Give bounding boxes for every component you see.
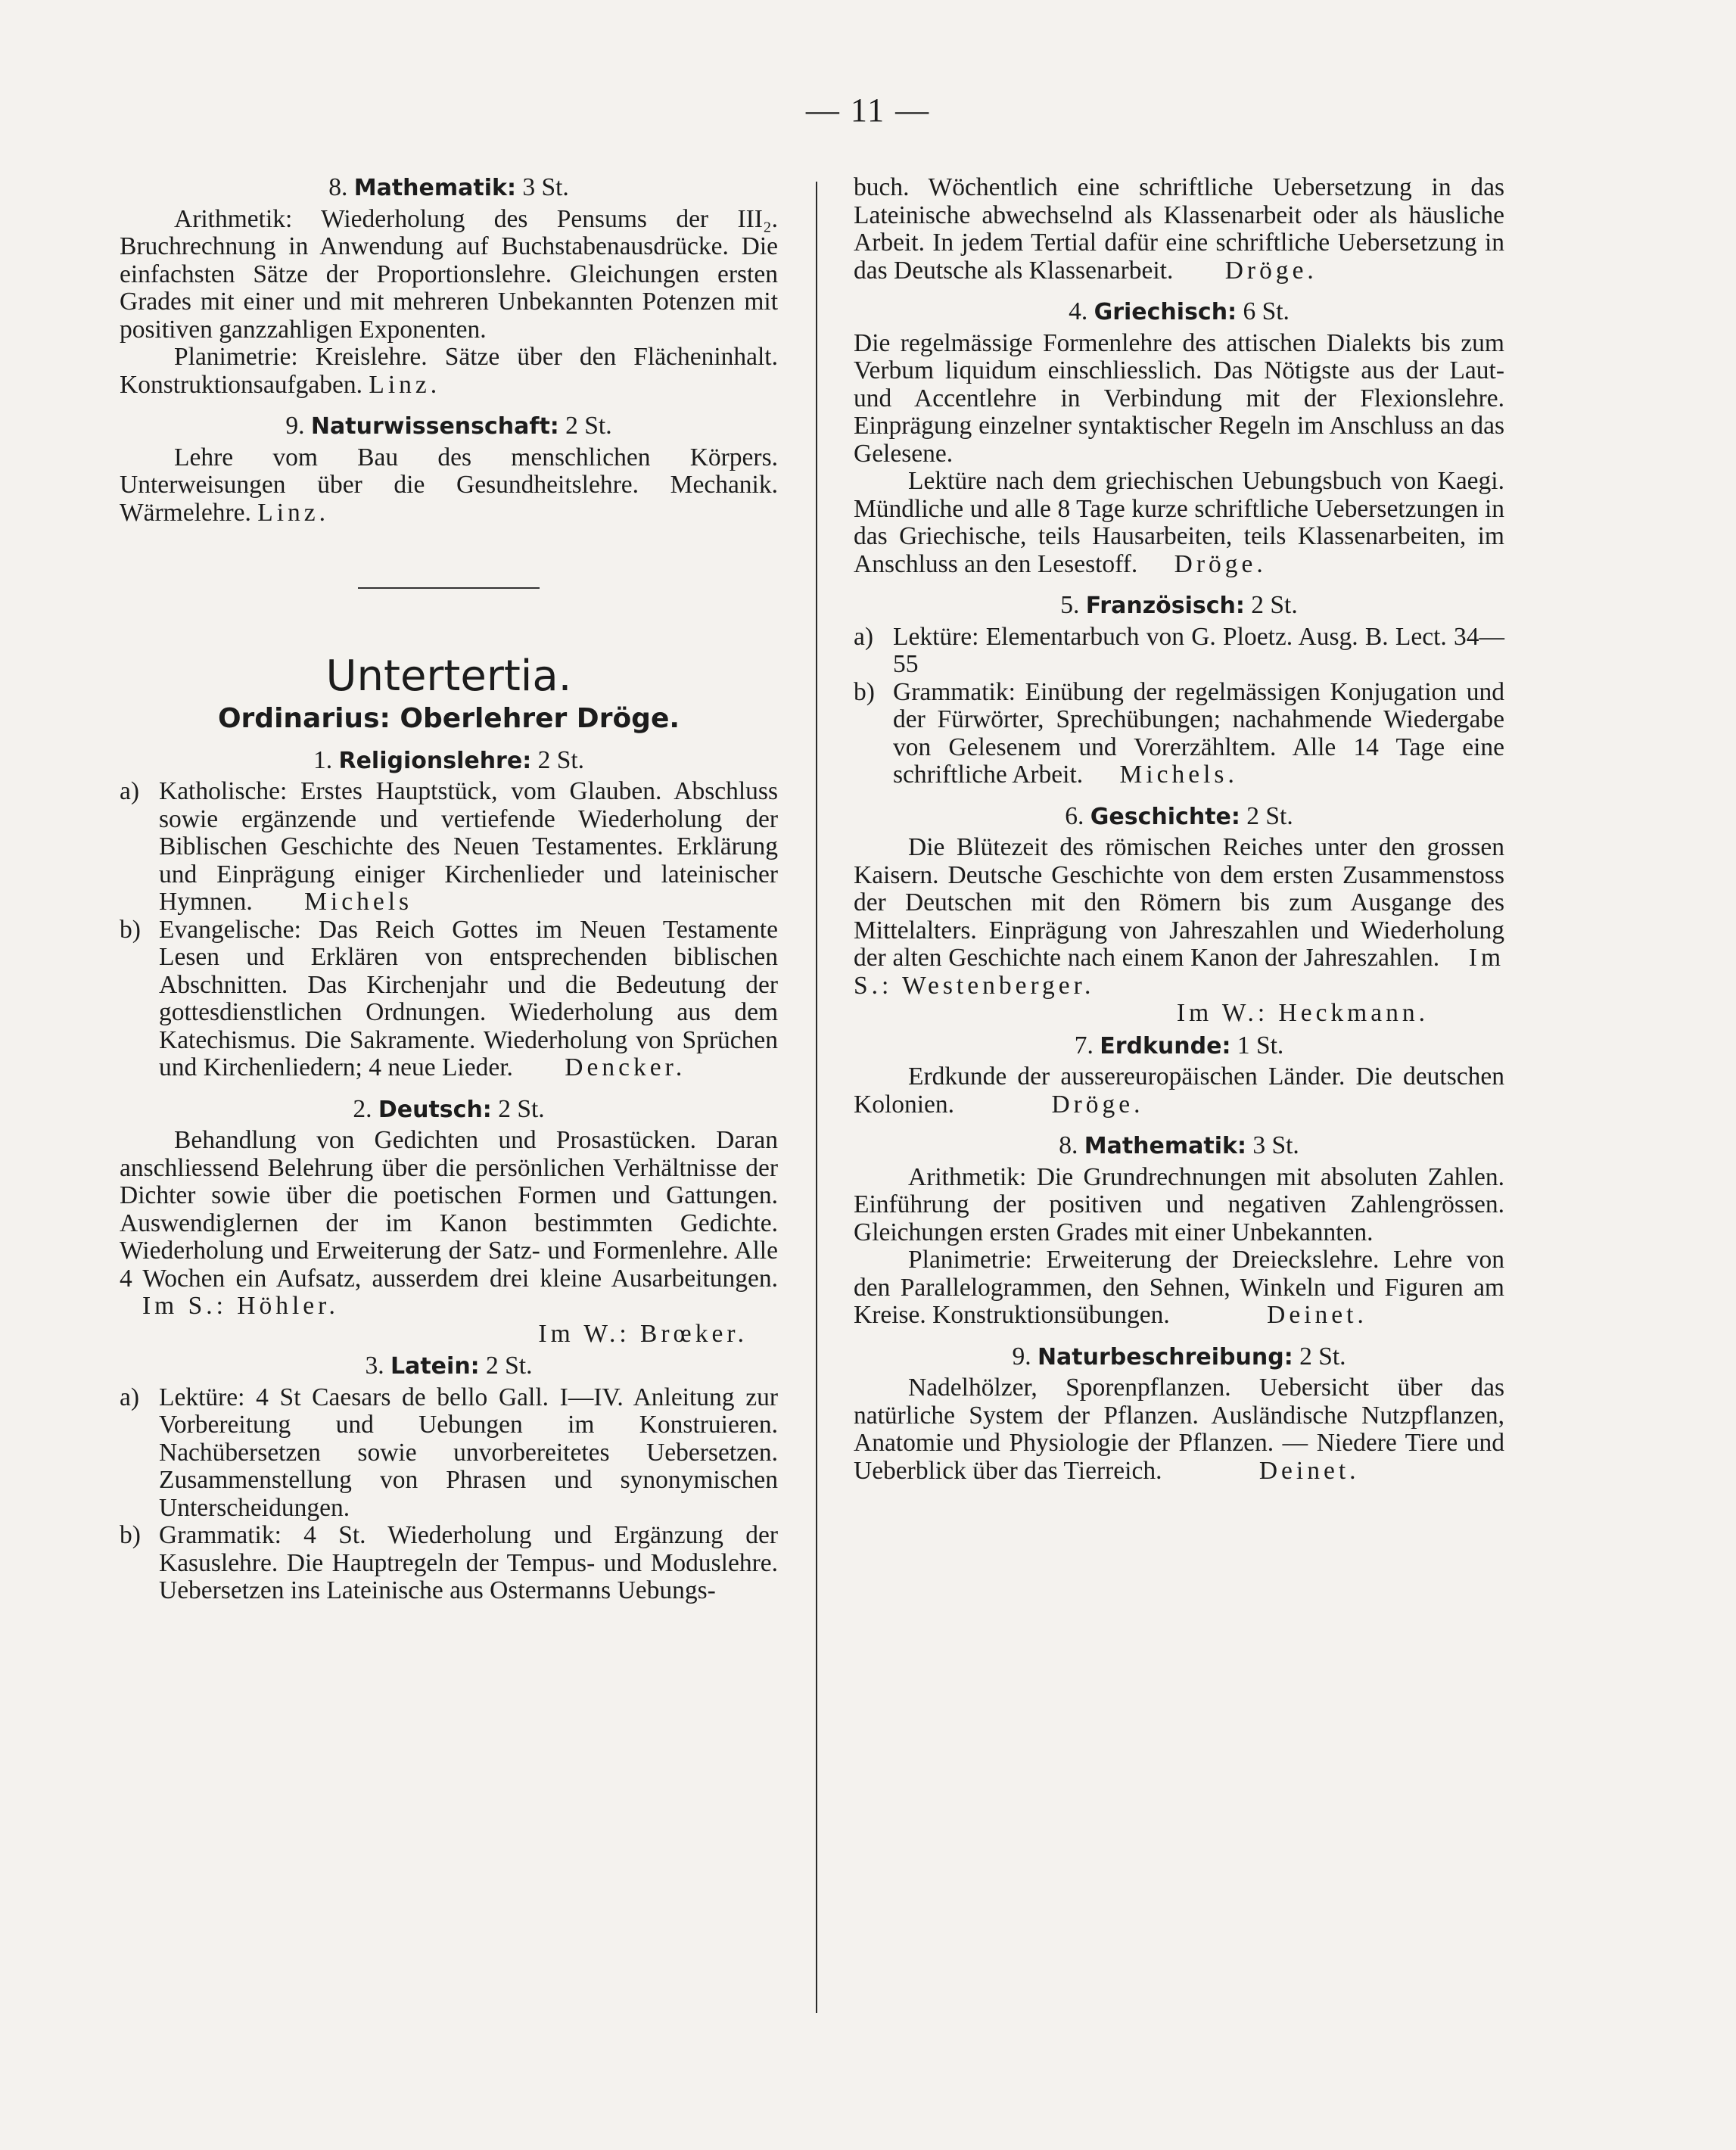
paragraph-naturbeschreibung [854,1374,1504,1485]
section-number: 8. [328,173,348,201]
section-hours: 6 St. [1243,297,1290,325]
section-title: Naturbeschreibung: [1037,1343,1293,1371]
paragraph-geschichte [854,834,1504,1000]
section-heading-erdkunde [854,1032,1504,1061]
section-number: 5. [1060,591,1080,619]
paragraph-text: Behandlung von Gedichten und Prosastücken. Daran anschliessend Belehrung über die persönlichen Verhältnisse der Dichter sowie über die poetischen Formen und Gattungen. Auswendiglernen der im Kanon bestimmten Gedichte. Wiederholung und Erweiterung der Satz- und Formenlehre. Alle 4 Wochen ein Aufsatz, ausserdem drei kleine Ausarbeitungen. [120,1126,778,1293]
paragraph-griechisch-formenlehre: Die regelmässige Formenlehre des attischen Dialekts bis zum Verbum liquidum einschliesslich. Das Nötigste aus der Laut- und Accentlehre in Verbindung mit der Flexionslehre. Einprägung einzelner syntaktischer Regeln im Anschluss an das Gelesene. [854,328,1504,468]
section-number: 9. [285,412,305,440]
paragraph-planimetrie [120,344,778,399]
section-title: Naturwissenschaft: [310,413,559,440]
list-item-evangelisch [120,916,778,1082]
section-hours: 2 St. [1246,801,1293,830]
section-hours: 2 St. [1251,591,1298,619]
section-number: 6. [1065,801,1084,830]
section-heading-naturbeschreibung [854,1343,1504,1372]
right-column [854,174,1504,1485]
section-hours: 3 St. [522,173,569,201]
teacher-name: Deinet. [1267,1301,1367,1329]
list-item-katholisch [120,778,778,916]
teacher-name: Linz. [369,370,441,399]
teacher-name: Deinet. [1258,1456,1360,1485]
paragraph-erdkunde [854,1063,1504,1119]
column-divider [816,182,817,2013]
teacher-name: Im S.: Höhler. [142,1292,339,1320]
list-marker: a) [120,1383,140,1411]
section-heading-latein [120,1352,778,1381]
section-heading-naturwissenschaft [120,412,778,441]
section-heading-mathematik [120,174,778,203]
paragraph-text: Katholische: Erstes Hauptstück, vom Glauben. Abschluss sowie ergänzende und vertiefende Wiederholung der Biblischen Geschichte des Neuen Testamentes. Erklärung und Einprägung einiger Kirchenlieder und lateinischer Hymnen. [159,777,778,916]
left-column [120,174,778,1605]
section-number: 8. [1059,1131,1078,1159]
list-item-lektuere [120,1384,778,1523]
section-title: Erdkunde: [1100,1032,1231,1059]
paragraph-text: Lektüre nach dem griechischen Uebungsbuch von Kaegi. Mündliche und alle 8 Tage kurze schriftliche Uebersetzungen in das Griechische, teils Hausarbeiten, teils Klassenarbeiten, im Anschluss an den Lesestoff. [854,467,1504,578]
ordinarius-heading: Ordinarius: Oberlehrer Dröge. [217,703,680,734]
section-number: 9. [1012,1342,1031,1371]
paragraph-text: Die Blütezeit des römischen Reiches unter den grossen Kaisern. Deutsche Geschichte von dem ersten Zusammenstoss der Deutschen mit den Römern bis zum Ausgange des Mittelalters. Einprägung von Jahreszahlen und Wiederholung der alten Geschichte nach einem Kanon der Jahreszahlen. [854,833,1504,972]
teacher-name: Dröge. [1224,256,1318,285]
section-heading-geschichte [854,803,1504,832]
paragraph-arithmetik: Arithmetik: Wiederholung des Pensums der III₂. Bruchrechnung in Anwendung auf Buchstabenausdrücke. Die einfachsten Sätze der Proportionslehre. Gleichungen ersten Grades mit einer und mit mehreren Unbekannten Potenzen mit positiven ganzzahligen Exponenten. [120,204,778,344]
paragraph-planimetrie [854,1246,1504,1330]
section-heading-mathematik [854,1132,1504,1161]
section-title: Griechisch: [1094,299,1237,325]
section-hours: 3 St. [1252,1131,1299,1159]
paragraph-latein-continued [854,174,1504,285]
list-item-lektuere [854,624,1504,679]
section-title: Latein: [390,1353,480,1380]
paragraph-text: Erdkunde der aussereuropäischen Länder. Die deutschen Kolonien. [854,1063,1504,1119]
teacher-name: Michels [304,888,413,916]
paragraph-text: Nadelhölzer, Sporenpflanzen. Uebersicht über das natürliche System der Pflanzen. Ausländische Nutzpflanzen, Anatomie und Physiologie der Pflanzen. — Niedere Tiere und Ueberblick über das Tierreich. [854,1374,1504,1485]
section-heading-religionslehre [120,747,778,776]
list-marker: b) [120,915,141,944]
teacher-name: Im W.: Heckmann. [1176,999,1429,1027]
paragraph-deutsch [120,1127,778,1321]
section-heading-griechisch [854,298,1504,327]
section-hours: 1 St. [1237,1031,1284,1059]
section-number: 4. [1069,297,1088,325]
section-title: Geschichte: [1090,803,1240,830]
list-marker: b) [854,677,875,706]
section-divider-rule [358,587,540,589]
teacher-name: Im W.: Brœker. [538,1319,748,1348]
section-hours: 2 St. [486,1352,533,1380]
paragraph-text: Evangelische: Das Reich Gottes im Neuen Testamente Lesen und Erklären von entsprechenden biblischen Abschnitten. Das Kirchenjahr und die Bedeutung der gottesdienstlichen Ordnungen. Wiederholung aus dem Katechismus. Die Sakramente. Wiederholung von Sprüchen und Kirchenliedern; 4 neue Lieder. [159,915,778,1081]
teacher-name: Dröge. [1174,549,1267,578]
teacher-name: Dencker. [565,1053,686,1081]
list-marker: a) [120,777,140,805]
section-title: Religionslehre: [338,747,532,774]
list-item-text [893,679,1504,789]
list-item-text [159,778,778,916]
paragraph-arithmetik: Arithmetik: Die Grundrechnungen mit absoluten Zahlen. Einführung der positiven und negativen Zahlengrössen. Gleichungen ersten Grades mit einer Unbekannten. [854,1162,1504,1246]
paragraph-text: Planimetrie: Erweiterung der Dreieckslehre. Lehre von den Parallelogrammen, den Sehnen, Winkeln und Figuren am Kreise. Konstruktionsübungen. [854,1246,1504,1329]
list-item-text [159,916,778,1082]
teacher-name: Linz. [257,498,330,527]
list-item-grammatik [854,679,1504,789]
paragraph-griechisch-lektuere [854,468,1504,578]
section-number: 7. [1074,1031,1094,1059]
teacher-name: Michels. [1119,761,1238,789]
section-title: Mathematik: [1084,1133,1246,1159]
page-number: — 11 — [805,92,931,129]
list-item-text: Lektüre: 4 St Caesars de bello Gall. I—IV. Anleitung zur Vorbereitung und Uebungen im Konstruieren. Nachübersetzen sowie unvorbereitetes Uebersetzen. Zusammenstellung von Phrasen und synonymischen Unterscheidungen. [159,1383,778,1522]
section-hours: 2 St. [537,745,585,774]
section-title: Französisch: [1085,593,1245,619]
list-item-text: Grammatik: 4 St. Wiederholung und Ergänzung der Kasuslehre. Die Hauptregeln der Tempus- und Moduslehre. Uebersetzen ins Lateinische aus Ostermanns Uebungs- [159,1521,778,1604]
paragraph-text: Grammatik: Einübung der regelmässigen Konjugation und der Fürwörter, Sprechübungen; nachahmende Wiedergabe von Gelesenem und Vorerzähltem. Alle 14 Tage eine schriftliche Arbeit. [893,677,1504,789]
section-title: Deutsch: [378,1096,492,1123]
section-title: Mathematik: [353,175,516,201]
section-number: 1. [313,745,333,774]
section-heading-franzoesisch [854,592,1504,621]
paragraph-text: Lehre vom Bau des menschlichen Körpers. Unterweisungen über die Gesundheitslehre. Mechanik. Wärmelehre. [120,443,778,527]
section-hours: 2 St. [565,412,612,440]
teacher-name: Dröge. [1051,1090,1144,1119]
section-number: 2. [353,1094,372,1123]
class-title: Untertertia. [325,652,572,701]
list-marker: b) [120,1521,141,1549]
paragraph-naturwissenschaft [120,444,778,527]
list-marker: a) [854,622,874,651]
teacher-name: Im S.: Westenberger. [854,944,1505,1000]
list-item-text: Lektüre: Elementarbuch von G. Ploetz. Ausg. B. Lect. 34—55 [893,622,1504,678]
paragraph-text: buch. Wöchentlich eine schriftliche Uebersetzung in das Lateinische abwechselnd als Klassenarbeit oder als häusliche Arbeit. In jedem Tertial dafür eine schriftliche Uebersetzung in das Deutsche als Klassenarbeit. [854,173,1504,285]
section-number: 3. [365,1352,384,1380]
section-heading-deutsch [120,1096,778,1125]
paragraph-text: Planimetrie: Kreislehre. Sätze über den Flächeninhalt. Konstruktionsaufgaben. [120,343,778,399]
list-item-grammatik [120,1522,778,1605]
section-hours: 2 St. [1299,1342,1346,1371]
section-hours: 2 St. [498,1094,545,1123]
